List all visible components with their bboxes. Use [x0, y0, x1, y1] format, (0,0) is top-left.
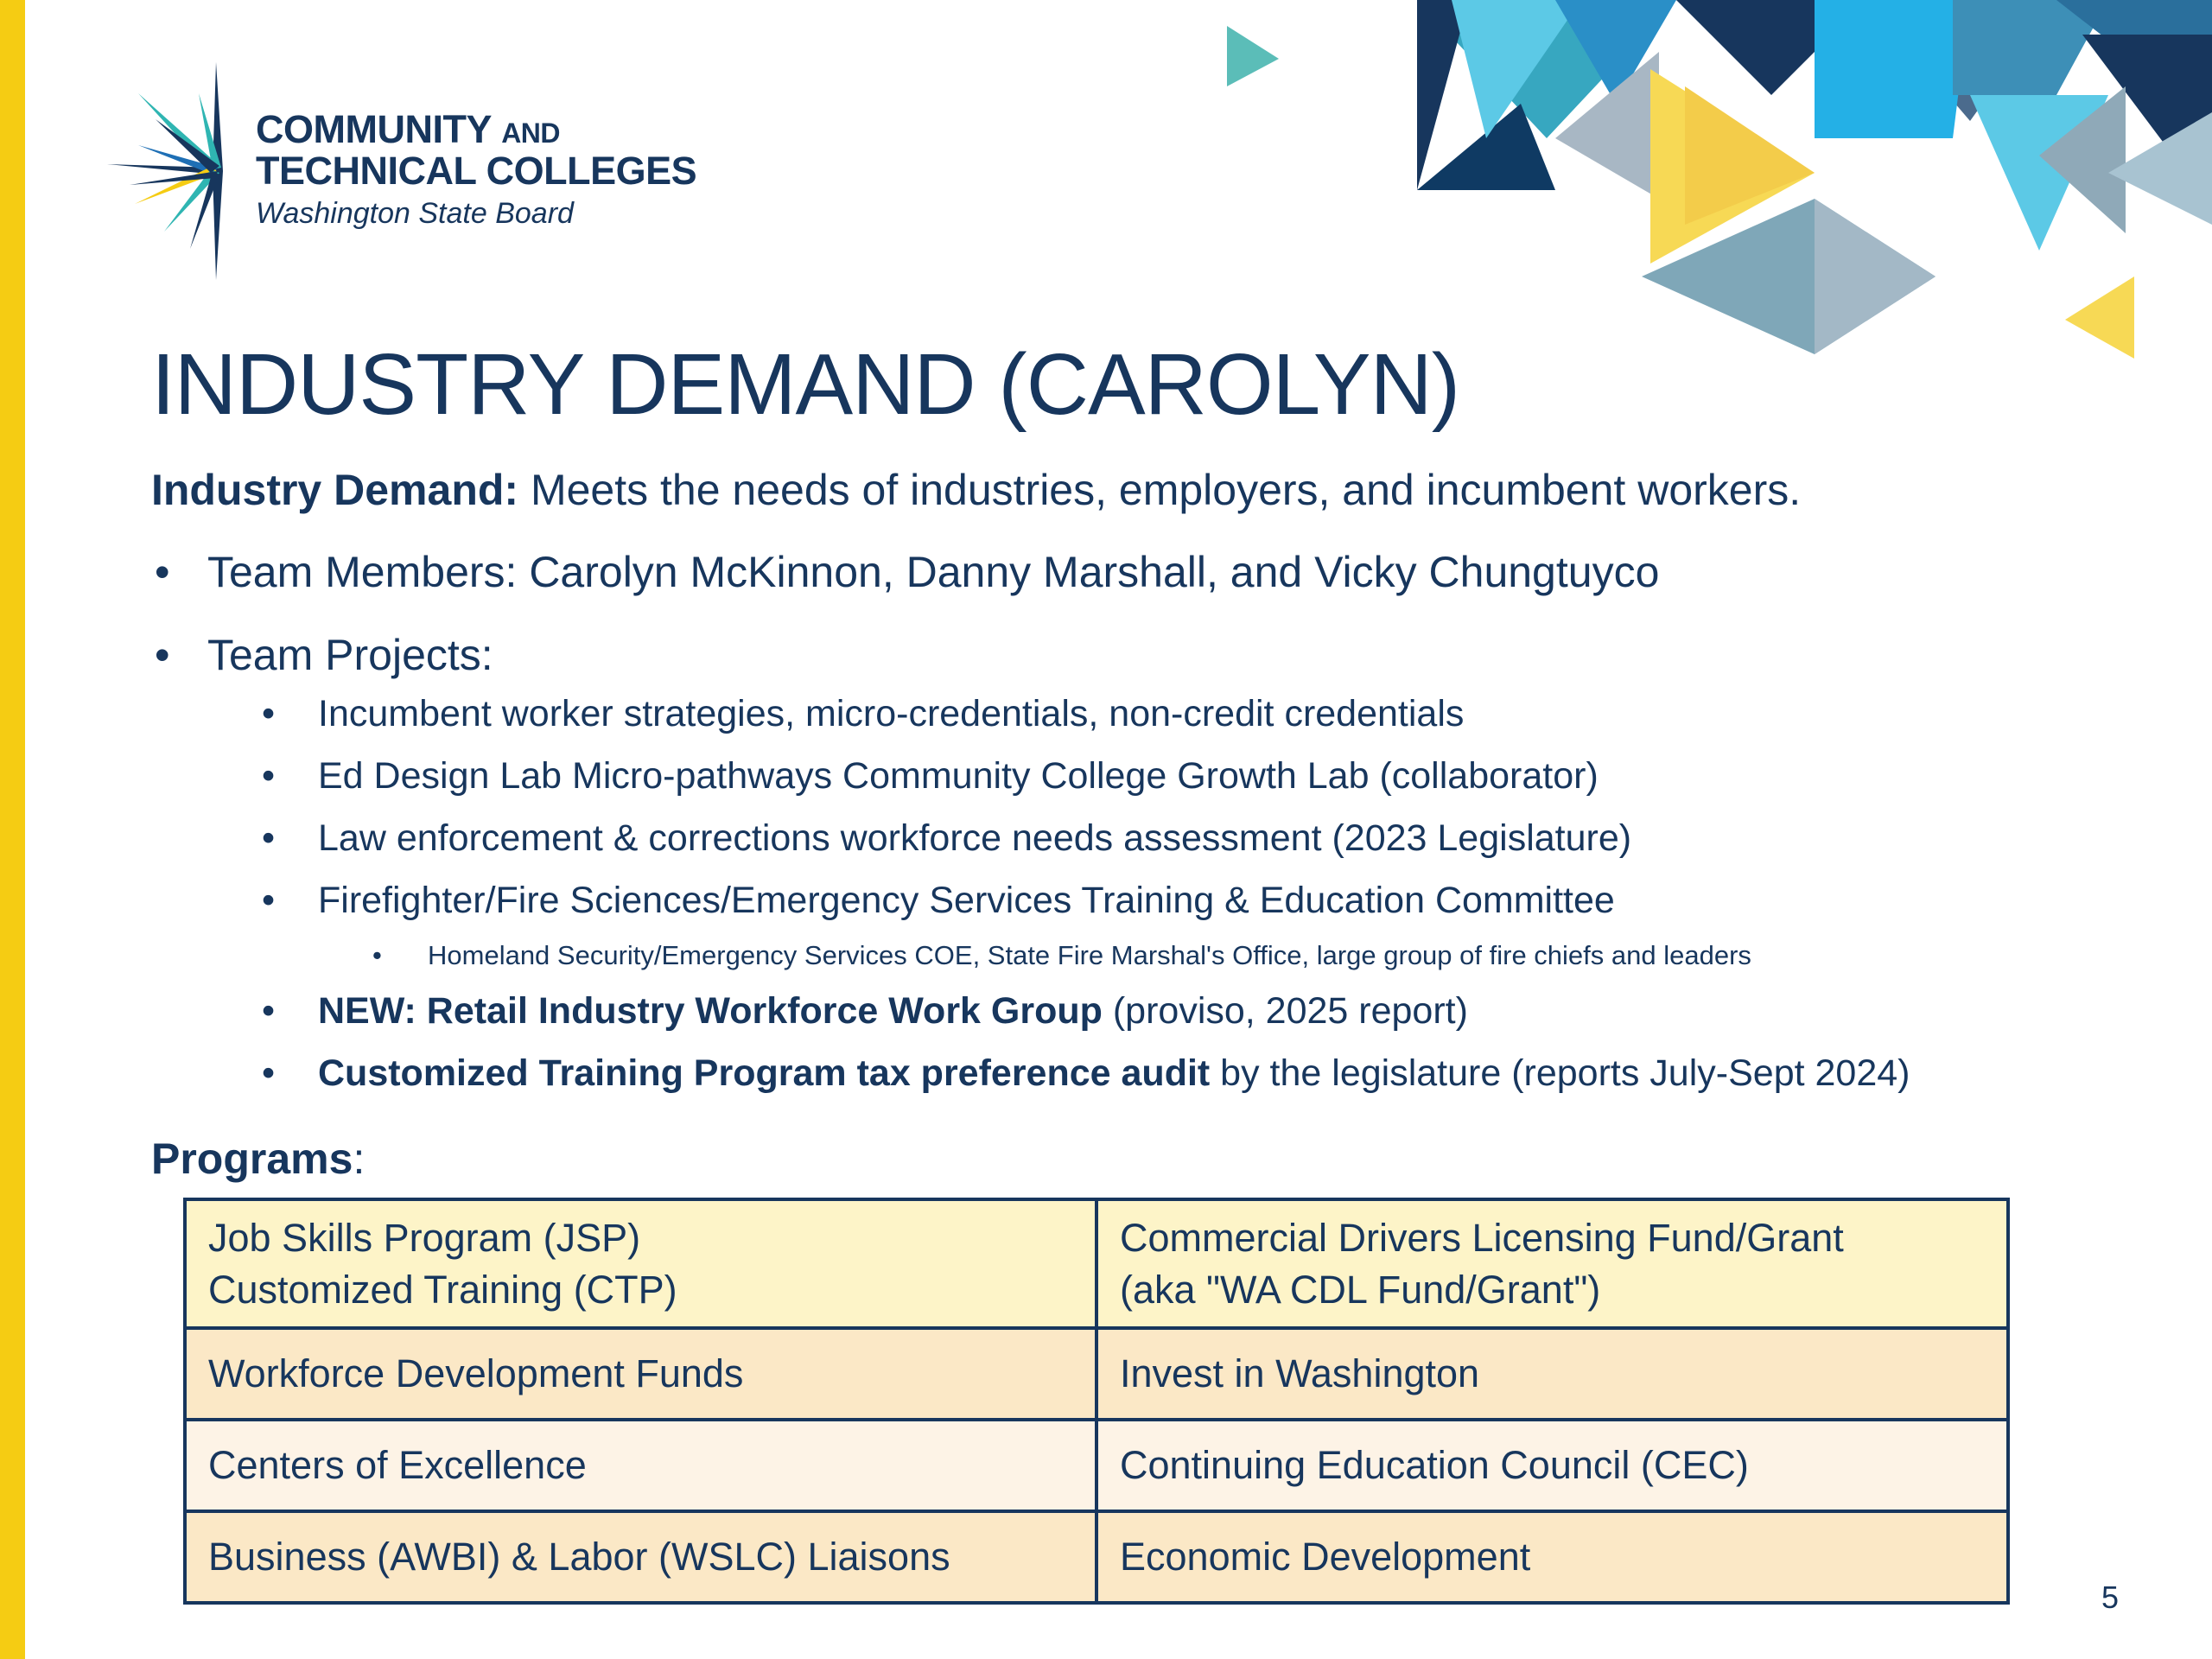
left-accent-bar [0, 0, 25, 1659]
sbctc-logo [104, 59, 743, 283]
project-item: • Firefighter/Fire Sciences/Emergency Services Training & Education Committee [151, 869, 1910, 931]
programs-heading: Programs: [151, 1135, 365, 1183]
intro-line [151, 465, 1801, 515]
ctp-bold-text: Customized Training Program tax preference audit [318, 1052, 1211, 1094]
retail-rest-text: (proviso, 2025 report) [1102, 990, 1468, 1032]
project-item-retail [151, 980, 1910, 1042]
table-cell: Business (AWBI) & Labor (WSLC) Liaisons [185, 1511, 1096, 1603]
slide-title: INDUSTRY DEMAND (CAROLYN) [151, 336, 1460, 433]
logo-text-line1: COMMUNITY AND [256, 107, 561, 151]
table-cell: Job Skills Program (JSP) Customized Training (CTP) [185, 1199, 1096, 1328]
table-cell: Continuing Education Council (CEC) [1096, 1420, 2008, 1511]
bullet-team-projects: • Team Projects: [151, 627, 1910, 683]
table-row [185, 1511, 2008, 1603]
project-item: • Ed Design Lab Micro-pathways Community College Growth Lab (collaborator) [151, 745, 1910, 807]
logo-text-line3: Washington State Board [256, 197, 574, 230]
ctp-rest-text: by the legislature (reports July-Sept 2024) [1210, 1052, 1910, 1094]
table-cell: Workforce Development Funds [185, 1328, 1096, 1420]
decorative-triangles [1192, 0, 2212, 363]
bullet-team-members: • Team Members: Carolyn McKinnon, Danny Marshall, and Vicky Chungtuyco [151, 544, 1910, 600]
starburst-logo-icon [104, 59, 251, 283]
logo-text-line2: TECHNICAL COLLEGES [256, 149, 697, 193]
table-cell: Commercial Drivers Licensing Fund/Grant (aka "WA CDL Fund/Grant") [1096, 1199, 2008, 1328]
table-cell: Centers of Excellence [185, 1420, 1096, 1511]
project-item: • Incumbent worker strategies, micro-credentials, non-credit credentials [151, 683, 1910, 745]
project-item-ctp [151, 1042, 1910, 1104]
bullet-list [151, 544, 1910, 1104]
page-number: 5 [2101, 1580, 2120, 1615]
sub-project-item: • Homeland Security/Emergency Services COE, State Fire Marshal's Office, large group of fire chiefs and leaders [151, 931, 1910, 980]
intro-label: Industry Demand: [151, 466, 519, 514]
table-row [185, 1328, 2008, 1420]
programs-table [183, 1198, 2010, 1605]
project-item: • Law enforcement & corrections workforce needs assessment (2023 Legislature) [151, 807, 1910, 869]
table-row [185, 1420, 2008, 1511]
intro-text: Meets the needs of industries, employers, and incumbent workers. [518, 466, 1802, 514]
table-cell: Invest in Washington [1096, 1328, 2008, 1420]
table-row [185, 1199, 2008, 1328]
retail-bold-text: NEW: Retail Industry Workforce Work Group [318, 990, 1103, 1032]
table-cell: Economic Development [1096, 1511, 2008, 1603]
